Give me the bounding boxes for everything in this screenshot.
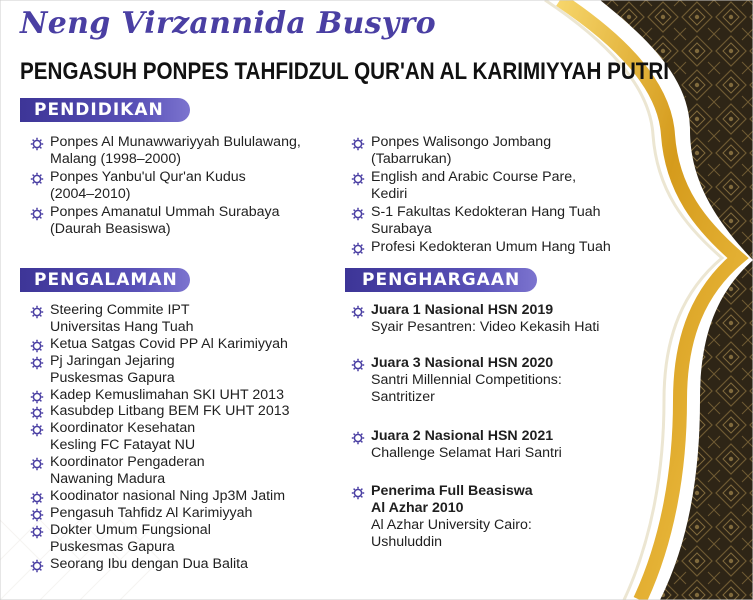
item-text: Puskesmas Gapura <box>50 369 175 386</box>
award-title: Penerima Full Beasiswa <box>371 483 533 499</box>
bullet-icon <box>351 430 365 444</box>
education-item <box>371 239 611 256</box>
bullet-icon <box>30 136 44 150</box>
item-text: Pengasuh Tahfidz Al Karimiyyah <box>50 504 253 521</box>
bullet-icon <box>351 357 365 371</box>
item-text: English and Arabic Course Pare, <box>371 169 577 185</box>
bullet-icon <box>30 304 44 318</box>
bullet-icon <box>351 241 365 255</box>
education-item <box>371 169 576 203</box>
item-text: Koodinator nasional Ning Jp3M Jatim <box>50 487 286 504</box>
award-item <box>371 302 599 336</box>
item-text: Kediri <box>371 186 408 202</box>
award-title: Juara 2 Nasional HSN 2021 <box>371 428 554 444</box>
award-detail: Challenge Selamat Hari Santri <box>371 445 562 461</box>
education-item <box>371 134 551 168</box>
education-item <box>50 134 301 168</box>
item-text: Ponpes Amanatul Ummah Surabaya <box>50 204 280 220</box>
item-text: (Tabarrukan) <box>371 151 452 167</box>
bullet-icon <box>351 304 365 318</box>
item-text: Pj Jaringan Jejaring <box>50 352 175 369</box>
experience-item <box>50 522 211 556</box>
penghargaan-title: PENGHARGAAN <box>362 270 521 290</box>
experience-item <box>50 420 195 454</box>
bullet-icon <box>30 490 44 504</box>
item-text: Universitas Hang Tuah <box>50 319 194 335</box>
item-text: Nawaning Madura <box>50 471 166 488</box>
item-text: Dokter Umum Fungsional <box>50 521 211 538</box>
bullet-icon <box>30 355 44 369</box>
person-name: Neng Virzannida Busyro <box>20 6 436 41</box>
pengalaman-title: PENGALAMAN <box>34 270 178 290</box>
experience-item <box>50 387 284 404</box>
item-text: Kadep Kemuslimahan SKI UHT 2013 <box>50 386 284 403</box>
item-text: Steering Commite IPT <box>50 302 190 318</box>
award-detail: Al Azhar University Cairo: <box>371 517 532 533</box>
award-title: Al Azhar 2010 <box>371 500 464 516</box>
bullet-icon <box>351 171 365 185</box>
award-title: Juara 3 Nasional HSN 2020 <box>371 355 554 371</box>
award-detail: Santritizer <box>371 389 435 405</box>
award-item <box>371 355 562 406</box>
award-detail: Ushuluddin <box>371 534 442 550</box>
experience-item <box>50 302 194 336</box>
item-text: (Daurah Beasiswa) <box>50 221 171 237</box>
item-text: Seorang Ibu dengan Dua Balita <box>50 555 248 572</box>
experience-item <box>50 353 175 387</box>
award-title: Juara 1 Nasional HSN 2019 <box>371 302 554 318</box>
bullet-icon <box>30 524 44 538</box>
experience-item <box>50 556 248 573</box>
award-item <box>371 483 533 551</box>
person-role: PENGASUH PONPES TAHFIDZUL QUR'AN AL KARIMIYYAH PUTRI <box>20 58 670 85</box>
bullet-icon <box>30 405 44 419</box>
item-text: Ponpes Al Munawwariyyah Bululawang, <box>50 134 301 150</box>
pendidikan-title: PENDIDIKAN <box>34 100 164 120</box>
education-item <box>50 204 280 238</box>
education-item <box>371 204 601 238</box>
item-text: S-1 Fakultas Kedokteran Hang Tuah <box>371 204 601 220</box>
item-text: Kesling FC Fatayat NU <box>50 437 196 454</box>
bullet-icon <box>30 558 44 572</box>
item-text: Surabaya <box>371 221 432 237</box>
bullet-icon <box>30 338 44 352</box>
item-text: Puskesmas Gapura <box>50 538 175 555</box>
experience-item <box>50 403 290 420</box>
item-text: Malang (1998–2000) <box>50 151 181 167</box>
bullet-icon <box>30 171 44 185</box>
bullet-icon <box>351 136 365 150</box>
bullet-icon <box>30 389 44 403</box>
award-detail: Syair Pesantren: Video Kekasih Hati <box>371 319 600 335</box>
item-text: Kasubdep Litbang BEM FK UHT 2013 <box>50 403 290 420</box>
bullet-icon <box>351 485 365 499</box>
item-text: Koordinator Pengaderan <box>50 454 205 471</box>
experience-item <box>50 505 252 522</box>
item-text: Profesi Kedokteran Umum Hang Tuah <box>371 239 611 255</box>
item-text: Ketua Satgas Covid PP Al Karimiyyah <box>50 335 288 352</box>
award-item <box>371 428 562 462</box>
item-text: (2004–2010) <box>50 186 131 202</box>
bullet-icon <box>351 206 365 220</box>
item-text: Ponpes Yanbu'ul Qur'an Kudus <box>50 169 246 185</box>
bullet-icon <box>30 206 44 220</box>
award-detail: Santri Millennial Competitions: <box>371 372 562 388</box>
bullet-icon <box>30 422 44 436</box>
experience-item <box>50 454 205 488</box>
bullet-icon <box>30 456 44 470</box>
education-item <box>50 169 246 203</box>
item-text: Koordinator Kesehatan <box>50 420 196 437</box>
experience-item <box>50 336 288 353</box>
experience-item <box>50 488 285 505</box>
bullet-icon <box>30 507 44 521</box>
item-text: Ponpes Walisongo Jombang <box>371 134 552 150</box>
